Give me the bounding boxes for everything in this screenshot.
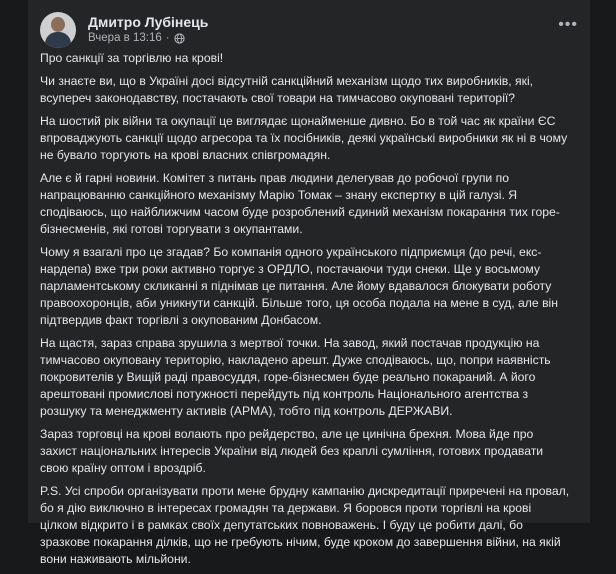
post-text bbox=[40, 50, 570, 574]
post-paragraph: Чи знаєте ви, що в Україні досі відсутній санкційний механізм щодо тих виробників, які, всупереч законодавству, постачають свої товари на тимчасово окуповані території? bbox=[40, 74, 534, 105]
author-avatar[interactable] bbox=[40, 12, 76, 48]
post-paragraph: Але є й гарні новини. Комітет з питань прав людини делегував до робочої групи по напрацюванню санкційного механізму Марію Томак – знану експертку в цій галузі. Я сподіваюсь, що найближчим часом буде розроблений єдиний механізм покарання тих горе-бізнесменів, які готові торгувати з окупантами. bbox=[40, 171, 560, 236]
post-paragraph: Про санкції за торгівлю на крові! bbox=[40, 51, 224, 65]
post-paragraph: На шостий рік війни та окупації це виглядає щонайменше дивно. Бо в той час як країни ЄС впроваджують санкції щодо агресора та їх посібників, деякі українські виробники як ні в чому не бувало торгують на крові власних співгромадян. bbox=[40, 114, 568, 162]
author-name[interactable]: Дмитро Лубінець bbox=[88, 14, 209, 30]
post-paragraph: Зараз торговці на крові волають про рейдерство, але це цинічна брехня. Мова йде про захист національних інтересів України від людей без краплі сумління, готових продавати свою країну оптом і вроздріб. bbox=[40, 427, 544, 475]
post-timestamp[interactable]: Вчера в 13:16 bbox=[88, 32, 162, 44]
more-options-icon[interactable]: ••• bbox=[558, 16, 578, 33]
post-card bbox=[28, 0, 590, 566]
post-header bbox=[38, 12, 580, 48]
meta-separator: · bbox=[165, 32, 170, 44]
post-paragraph: P.S. Усі спроби організувати проти мене брудну кампанію дискредитації приречені на провал, бо я дію виключно в інтересах громадян та держави. Я боровся проти торгівлі на крові цілком відкрито і в рамках своїх депутатських повноважень. І буду це робити далі, бо зразкове покарання ділків, що не гребують нічим, буде кроком до завершення війни, на якій вони наживають мільйони. bbox=[40, 484, 570, 566]
post-meta bbox=[88, 32, 185, 44]
post-paragraph: На щастя, зараз справа зрушила з мертвої точки. На завод, який постачав продукцію на тимчасово окуповану територію, накладено арешт. Дуже сподіваюсь, що, попри наявність покровителів у Вищій раді правосуддя, горе-бізнесмен буде реально покараний. А його арештовані промислові потужності перейдуть під контроль Національного агентства з розшуку та менеджменту активів (АРМА), тобто під контроль ДЕРЖАВИ. bbox=[40, 336, 551, 418]
globe-icon[interactable] bbox=[174, 33, 185, 44]
post-paragraph: Чому я взагалі про це згадав? Бо компанія одного українського підприємця (до речі, екс-нардепа) вже три роки активно торгує з ОРДЛО, постачаючи туди снеки. Ще у восьмому парламентському скликанні я піднімав це питання. Але йому вдавалося блокувати роботу правоохоронців, аби уникнути санкцій. Більше того, ця особа подала на мене в суд, але він підтвердив факт торгівлі з окупованим Донбасом. bbox=[40, 245, 558, 327]
